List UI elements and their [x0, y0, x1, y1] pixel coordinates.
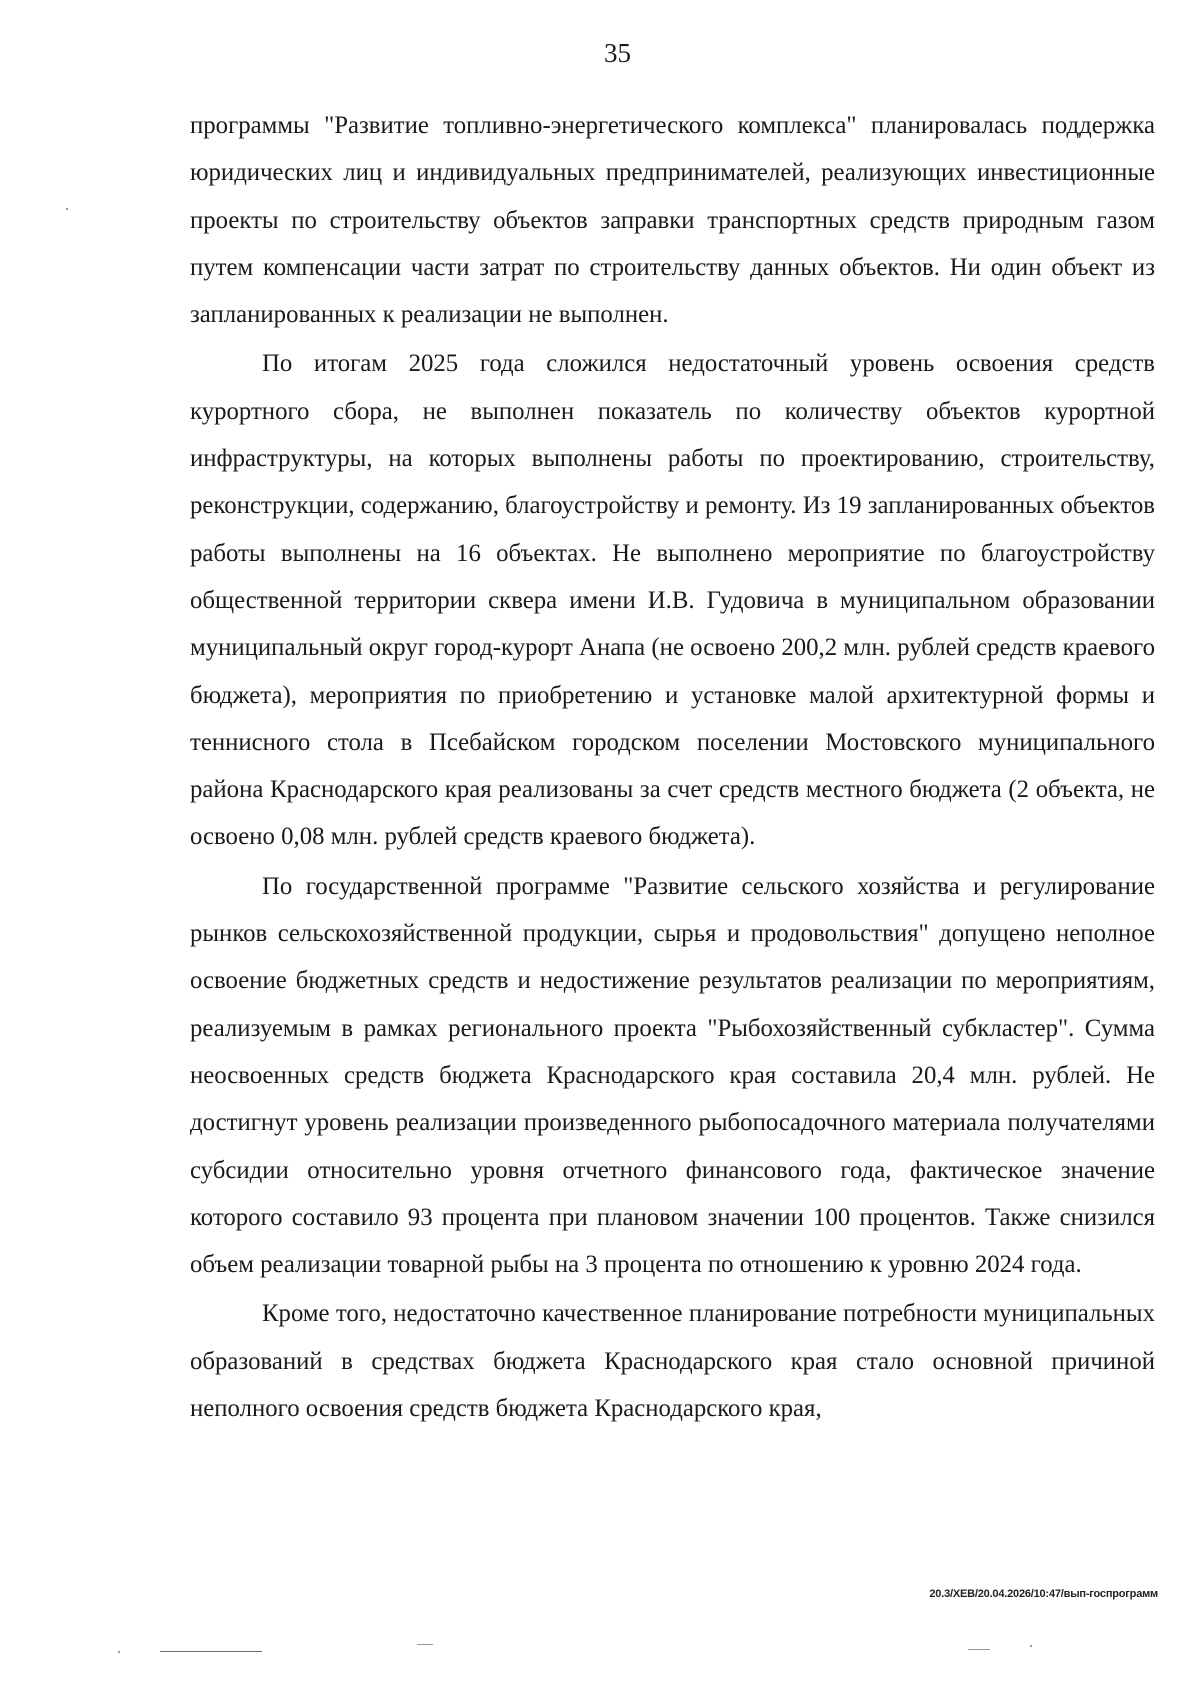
scan-artifact-dot	[118, 1651, 120, 1653]
scan-artifact-dot	[1030, 1645, 1032, 1647]
scan-artifact-line	[968, 1649, 990, 1650]
document-footer-code: 20.3/ХЕВ/20.04.2026/10:47/вып-госпрограмм	[929, 1588, 1158, 1600]
page-number: 35	[604, 38, 631, 68]
paragraph-1: программы "Развитие топливно-энергетического комплекса" планировалась поддержка юридических лиц и индивидуальных предпринимателей, реализующих инвестиционные проекты по строительству объектов заправки транспортных средств природным газом путем компенсации части затрат по строительству данных объектов. Ни один объект из запланированных к реализации не выполнен.	[190, 112, 1155, 329]
scan-artifact-line	[160, 1651, 262, 1652]
scan-artifact-dot	[66, 208, 68, 210]
paragraph-2: По итогам 2025 года сложился недостаточный уровень освоения средств курортного сбора, не выполнен показатель по количеству объектов курортной инфраструктуры, на которых выполнены работы по проектированию, строительству, реконструкции, содержанию, благоустройству и ремонту. Из 19 запланированных объектов работы выполнены на 16 объектах. Не выполнено мероприятие по благоустройству общественной территории сквера имени И.В. Гудовича в муниципальном образовании муниципальный округ город-курорт Анапа (не освоено 200,2 млн. рублей средств краевого бюджета), мероприятия по приобретению и установке малой архитектурной формы и теннисного стола в Псебайском городском поселении Мостовского муниципального района Краснодарского края реализованы за счет средств местного бюджета (2 объекта, не освоено 0,08 млн. рублей средств краевого бюджета).	[190, 350, 1155, 851]
paragraph-3: По государственной программе "Развитие сельского хозяйства и регулирование рынков сельскохозяйственной продукции, сырья и продовольствия" допущено неполное освоение бюджетных средств и недостижение результатов реализации по мероприятиям, реализуемым в рамках регионального проекта "Рыбохозяйственный субкластер". Сумма неосвоенных средств бюджета Краснодарского края составила 20,4 млн. рублей. Не достигнут уровень реализации произведенного рыбопосадочного материала получателями субсидии относительно уровня отчетного финансового года, фактическое значение которого составило 93 процента при плановом значении 100 процентов. Также снизился объем реализации товарной рыбы на 3 процента по отношению к уровню 2024 года.	[190, 872, 1155, 1279]
body-text	[190, 102, 1155, 1432]
paragraph-4: Кроме того, недостаточно качественное планирование потребности муниципальных образований в средствах бюджета Краснодарского края стало основной причиной неполного освоения средств бюджета Краснодарского края,	[190, 1300, 1155, 1423]
scan-artifact-line	[417, 1644, 433, 1645]
